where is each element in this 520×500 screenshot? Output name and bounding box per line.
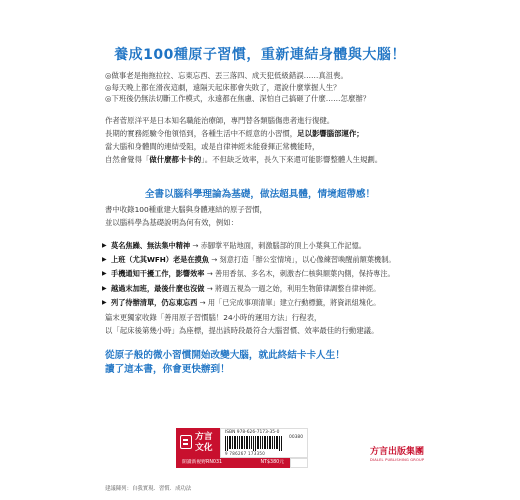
shelf-category: 建議陳列：自我實現．習慣．成功法	[105, 486, 192, 492]
list-item	[102, 253, 432, 267]
list-item	[102, 296, 432, 310]
list-item	[102, 239, 432, 253]
intro-line	[105, 153, 435, 166]
problem-text: 列了待辦清單，仍忘東忘西	[111, 297, 198, 307]
publisher-logo	[370, 444, 450, 462]
closing-line: 以「起床後第幾小時」為座標，提出該時段最符合大腦習慣、效率最佳的行動建議。	[105, 326, 379, 336]
intro-text: 當大腦和身體間的連結受阻，或是自律神經未能發揮正常機能時，	[105, 142, 320, 152]
cta-line: 從原子般的微小習慣開始改變大腦，就此終結卡卡人生！	[105, 350, 345, 361]
problem-text: 莫名焦躁、無法集中精神	[111, 241, 191, 250]
price-label: NT$380元	[260, 460, 284, 465]
pain-points	[105, 70, 435, 105]
list-item	[102, 282, 432, 296]
triangle-bullet-icon: ▶	[102, 256, 107, 264]
price-code: 00380	[289, 435, 303, 440]
price-bar	[176, 458, 308, 468]
problem-text: 上班（尤其WFH）老是在摸魚	[111, 255, 209, 265]
isbn-label: ISBN 978-626-7173-35-0	[225, 430, 280, 435]
solution-text: → 刻意打造「辦公室情境」，以心像練習喚醒前額葉機制。	[208, 255, 396, 265]
solution-text: → 將週五視為一週之始，利用生物節律調整自律神經。	[204, 283, 381, 293]
barcode-icon	[225, 436, 283, 451]
intro-paragraph	[105, 114, 435, 166]
closing-paragraph	[105, 311, 435, 337]
subheading: 全書以腦科學理論為基礎，做法超具體，情境超帶感！	[144, 189, 376, 200]
solution-text: → 用「已完成事項清單」建立行動標籤，將資訊組塊化。	[197, 297, 381, 307]
publisher-english-name: DIALEL PUBLISHING GROUP	[370, 458, 425, 462]
intro-text: 自然會覺得「	[105, 155, 150, 165]
triangle-bullet-icon: ▶	[102, 242, 107, 249]
problem-text: 手機通知干擾工作，影響效率	[111, 269, 205, 279]
intro-text: 」。不但缺乏效率，長久下來還可能影響整體人生規劃。	[201, 155, 383, 165]
pain-point: ◎下班後仍無法切斷工作模式，永遠都在焦慮、深怕自己搞砸了什麼……怎麼辦？	[105, 94, 371, 104]
solution-text: → 赤腳掌平貼地面，刺激腦部的頂上小葉與工作記憶。	[190, 241, 366, 250]
problem-text: 越過末加班，最後什麼也沒做	[111, 283, 205, 293]
book-logo-icon	[180, 435, 192, 449]
closing-line: 篇末更獨家收錄「善用原子習慣腦！24小時的運用方法」行程表，	[105, 313, 322, 322]
pain-point: ◎做事老是拖拖拉拉、忘東忘西、丟三落四、成天犯低級錯誤……真沮喪。	[105, 71, 348, 80]
brand-name: 方言文化	[195, 432, 213, 453]
cta-line: 讀了這本書，你會更快辦到！	[105, 363, 230, 375]
intro-text: 作者菅原洋平是日本知名職能治療師，專門替各類腦傷患者進行復健。	[105, 116, 335, 125]
call-to-action	[105, 349, 435, 376]
solution-text: → 善用香氛、多名木，刺激杏仁核與額葉內側，保持專注。	[204, 269, 395, 279]
body-line: 書中收錄100種重建大腦與身體連結的原子習慣，	[105, 205, 267, 214]
intro-line	[105, 140, 435, 153]
body-line: 並以腦科學為基礎說明為何有效，例如：	[105, 218, 239, 227]
triangle-bullet-icon: ▶	[102, 284, 107, 292]
series-code: 開讀新視野RN031	[182, 460, 223, 465]
barcode-number: 9 786267 173350	[225, 451, 266, 456]
book-contents-intro	[105, 203, 435, 229]
intro-text: 長期的實務經驗令他領悟到，各種生活中不經意的小習慣，	[105, 129, 298, 139]
list-item	[102, 267, 432, 281]
intro-line	[105, 127, 435, 140]
pain-point: ◎每天晚上都在滑夜這劇，遠隔天起床都會失敗了，還說什麼掌握人生？	[105, 82, 341, 92]
intro-emphasis: 足以影響腦部運作；	[297, 129, 364, 139]
example-list	[102, 239, 432, 310]
publisher-name: 方言出版集團	[370, 447, 425, 457]
intro-line	[105, 114, 435, 127]
triangle-bullet-icon: ▶	[102, 270, 107, 278]
intro-emphasis: 做什麼都卡卡的	[149, 155, 202, 165]
barcode-block	[220, 428, 308, 458]
headline: 養成100種原子習慣，重新連結身體與大腦！	[114, 47, 406, 63]
price-stub	[290, 458, 308, 468]
triangle-bullet-icon: ▶	[102, 298, 107, 306]
brand-tag	[176, 428, 220, 458]
